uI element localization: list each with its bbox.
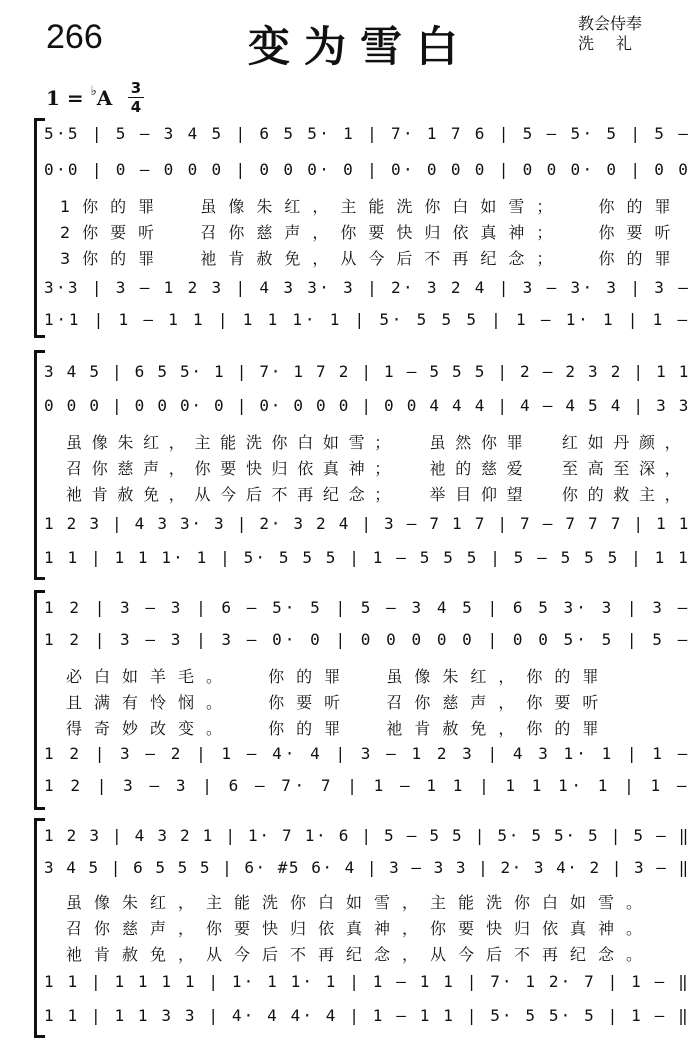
tenor-line: 1 1 | 1 1 1 1 | 1· 1 1· 1 | 1 – 1 1 | 7· 1 2· 7 | 1 – ‖ <box>44 972 690 991</box>
lyric-verse-3: 得奇妙改变。 你的罪 祂肯赦免，你的罪 <box>66 719 611 738</box>
category-main: 教会侍奉 <box>578 14 643 33</box>
soprano-line: 5·5 | 5 – 3 4 5 | 6 5 5· 1 | 7· 1 7 6 | 5 – 5· 5 | 5 – <box>44 124 691 143</box>
lyric-verse-3: 3你的罪 祂肯赦免，从今后不再纪念； 你的罪 <box>60 249 683 268</box>
lyric-verse-1: 虽像朱红，主能洗你白如雪； 虽然你罪 红如丹颜， <box>66 433 691 452</box>
score-system <box>0 118 700 332</box>
alto-line: 3 4 5 | 6 5 5 5 | 6· #5 6· 4 | 3 – 3 3 | 2· 3 4· 2 | 3 – ‖ <box>44 858 690 877</box>
lyric-verse-1: 必白如羊毛。 你的罪 虽像朱红，你的罪 <box>66 667 611 686</box>
lyric-verse-1: 1你的罪 虽像朱红，主能洗你白如雪； 你的罪 <box>60 197 683 216</box>
lyric-verse-3: 祂肯赦免，从今后不再纪念，从今后不再纪念。 <box>66 945 655 964</box>
tenor-line: 3·3 | 3 – 1 2 3 | 4 3 3· 3 | 2· 3 2 4 | 3 – 3· 3 | 3 – <box>44 278 691 297</box>
system-brace <box>34 350 45 580</box>
score-system <box>0 590 700 804</box>
lyric-verse-1: 虽像朱红，主能洗你白如雪，主能洗你白如雪。 <box>66 893 655 912</box>
category-label <box>578 14 654 54</box>
lyric-verse-2: 2你要听 召你慈声，你要快归依真神； 你要听 <box>60 223 683 242</box>
time-signature <box>128 80 144 115</box>
lyric-verse-3: 祂肯赦免，从今后不再纪念； 举目仰望 你的救主， <box>66 485 691 504</box>
flat-icon: ♭ <box>90 84 97 99</box>
bass-line: 1·1 | 1 – 1 1 | 1 1 1· 1 | 5· 5 5 5 | 1 – 1· 1 | 1 – <box>44 310 690 329</box>
system-brace <box>34 818 45 1038</box>
soprano-line: 1 2 | 3 – 3 | 6 – 5· 5 | 5 – 3 4 5 | 6 5 3· 3 | 3 – <box>44 598 691 617</box>
key-signature <box>46 86 112 110</box>
hymn-number: 266 <box>46 18 103 56</box>
time-top: 3 <box>130 79 142 97</box>
bass-line: 1 1 | 1 1 1· 1 | 5· 5 5 5 | 1 – 5 5 5 | 5 – 5 5 5 | 1 1 <box>44 548 690 567</box>
lyric-verse-2: 且满有怜悯。 你要听 召你慈声，你要听 <box>66 693 611 712</box>
bass-line: 1 2 | 3 – 3 | 6 – 7· 7 | 1 – 1 1 | 1 1 1· 1 | 1 – <box>44 776 691 795</box>
score-system <box>0 350 700 574</box>
category-sub: 洗礼 <box>578 34 655 53</box>
key-note: A <box>96 86 113 110</box>
lyric-verse-2: 召你慈声，你要快归依真神，你要快归依真神。 <box>66 919 655 938</box>
alto-line: 0·0 | 0 – 0 0 0 | 0 0 0· 0 | 0· 0 0 0 | 0 0 0· 0 | 0 0 <box>44 160 691 179</box>
key-prefix: 1 = <box>46 86 91 110</box>
bass-line: 1 1 | 1 1 3 3 | 4· 4 4· 4 | 1 – 1 1 | 5· 5 5· 5 | 1 – ‖ <box>44 1006 690 1025</box>
alto-line: 0 0 0 | 0 0 0· 0 | 0· 0 0 0 | 0 0 4 4 4 | 4 – 4 5 4 | 3 3 <box>44 396 691 415</box>
hymn-title: 变为雪白 <box>248 22 473 71</box>
soprano-line: 1 2 3 | 4 3 2 1 | 1· 7 1· 6 | 5 – 5 5 | 5· 5 5· 5 | 5 – ‖ <box>44 826 691 845</box>
soprano-line: 3 4 5 | 6 5 5· 1 | 7· 1 7 2 | 1 – 5 5 5 | 2 – 2 3 2 | 1 1 <box>44 362 691 381</box>
score-system <box>0 818 700 1032</box>
system-brace <box>34 118 45 338</box>
time-bottom: 4 <box>130 98 142 116</box>
tenor-line: 1 2 | 3 – 2 | 1 – 4· 4 | 3 – 1 2 3 | 4 3 1· 1 | 1 – <box>44 744 691 763</box>
lyric-verse-2: 召你慈声，你要快归依真神； 祂的慈爱 至高至深， <box>66 459 691 478</box>
tenor-line: 1 2 3 | 4 3 3· 3 | 2· 3 2 4 | 3 – 7 1 7 | 7 – 7 7 7 | 1 1 <box>44 514 691 533</box>
alto-line: 1 2 | 3 – 3 | 3 – 0· 0 | 0 0 0 0 0 | 0 0 5· 5 | 5 – <box>44 630 691 649</box>
